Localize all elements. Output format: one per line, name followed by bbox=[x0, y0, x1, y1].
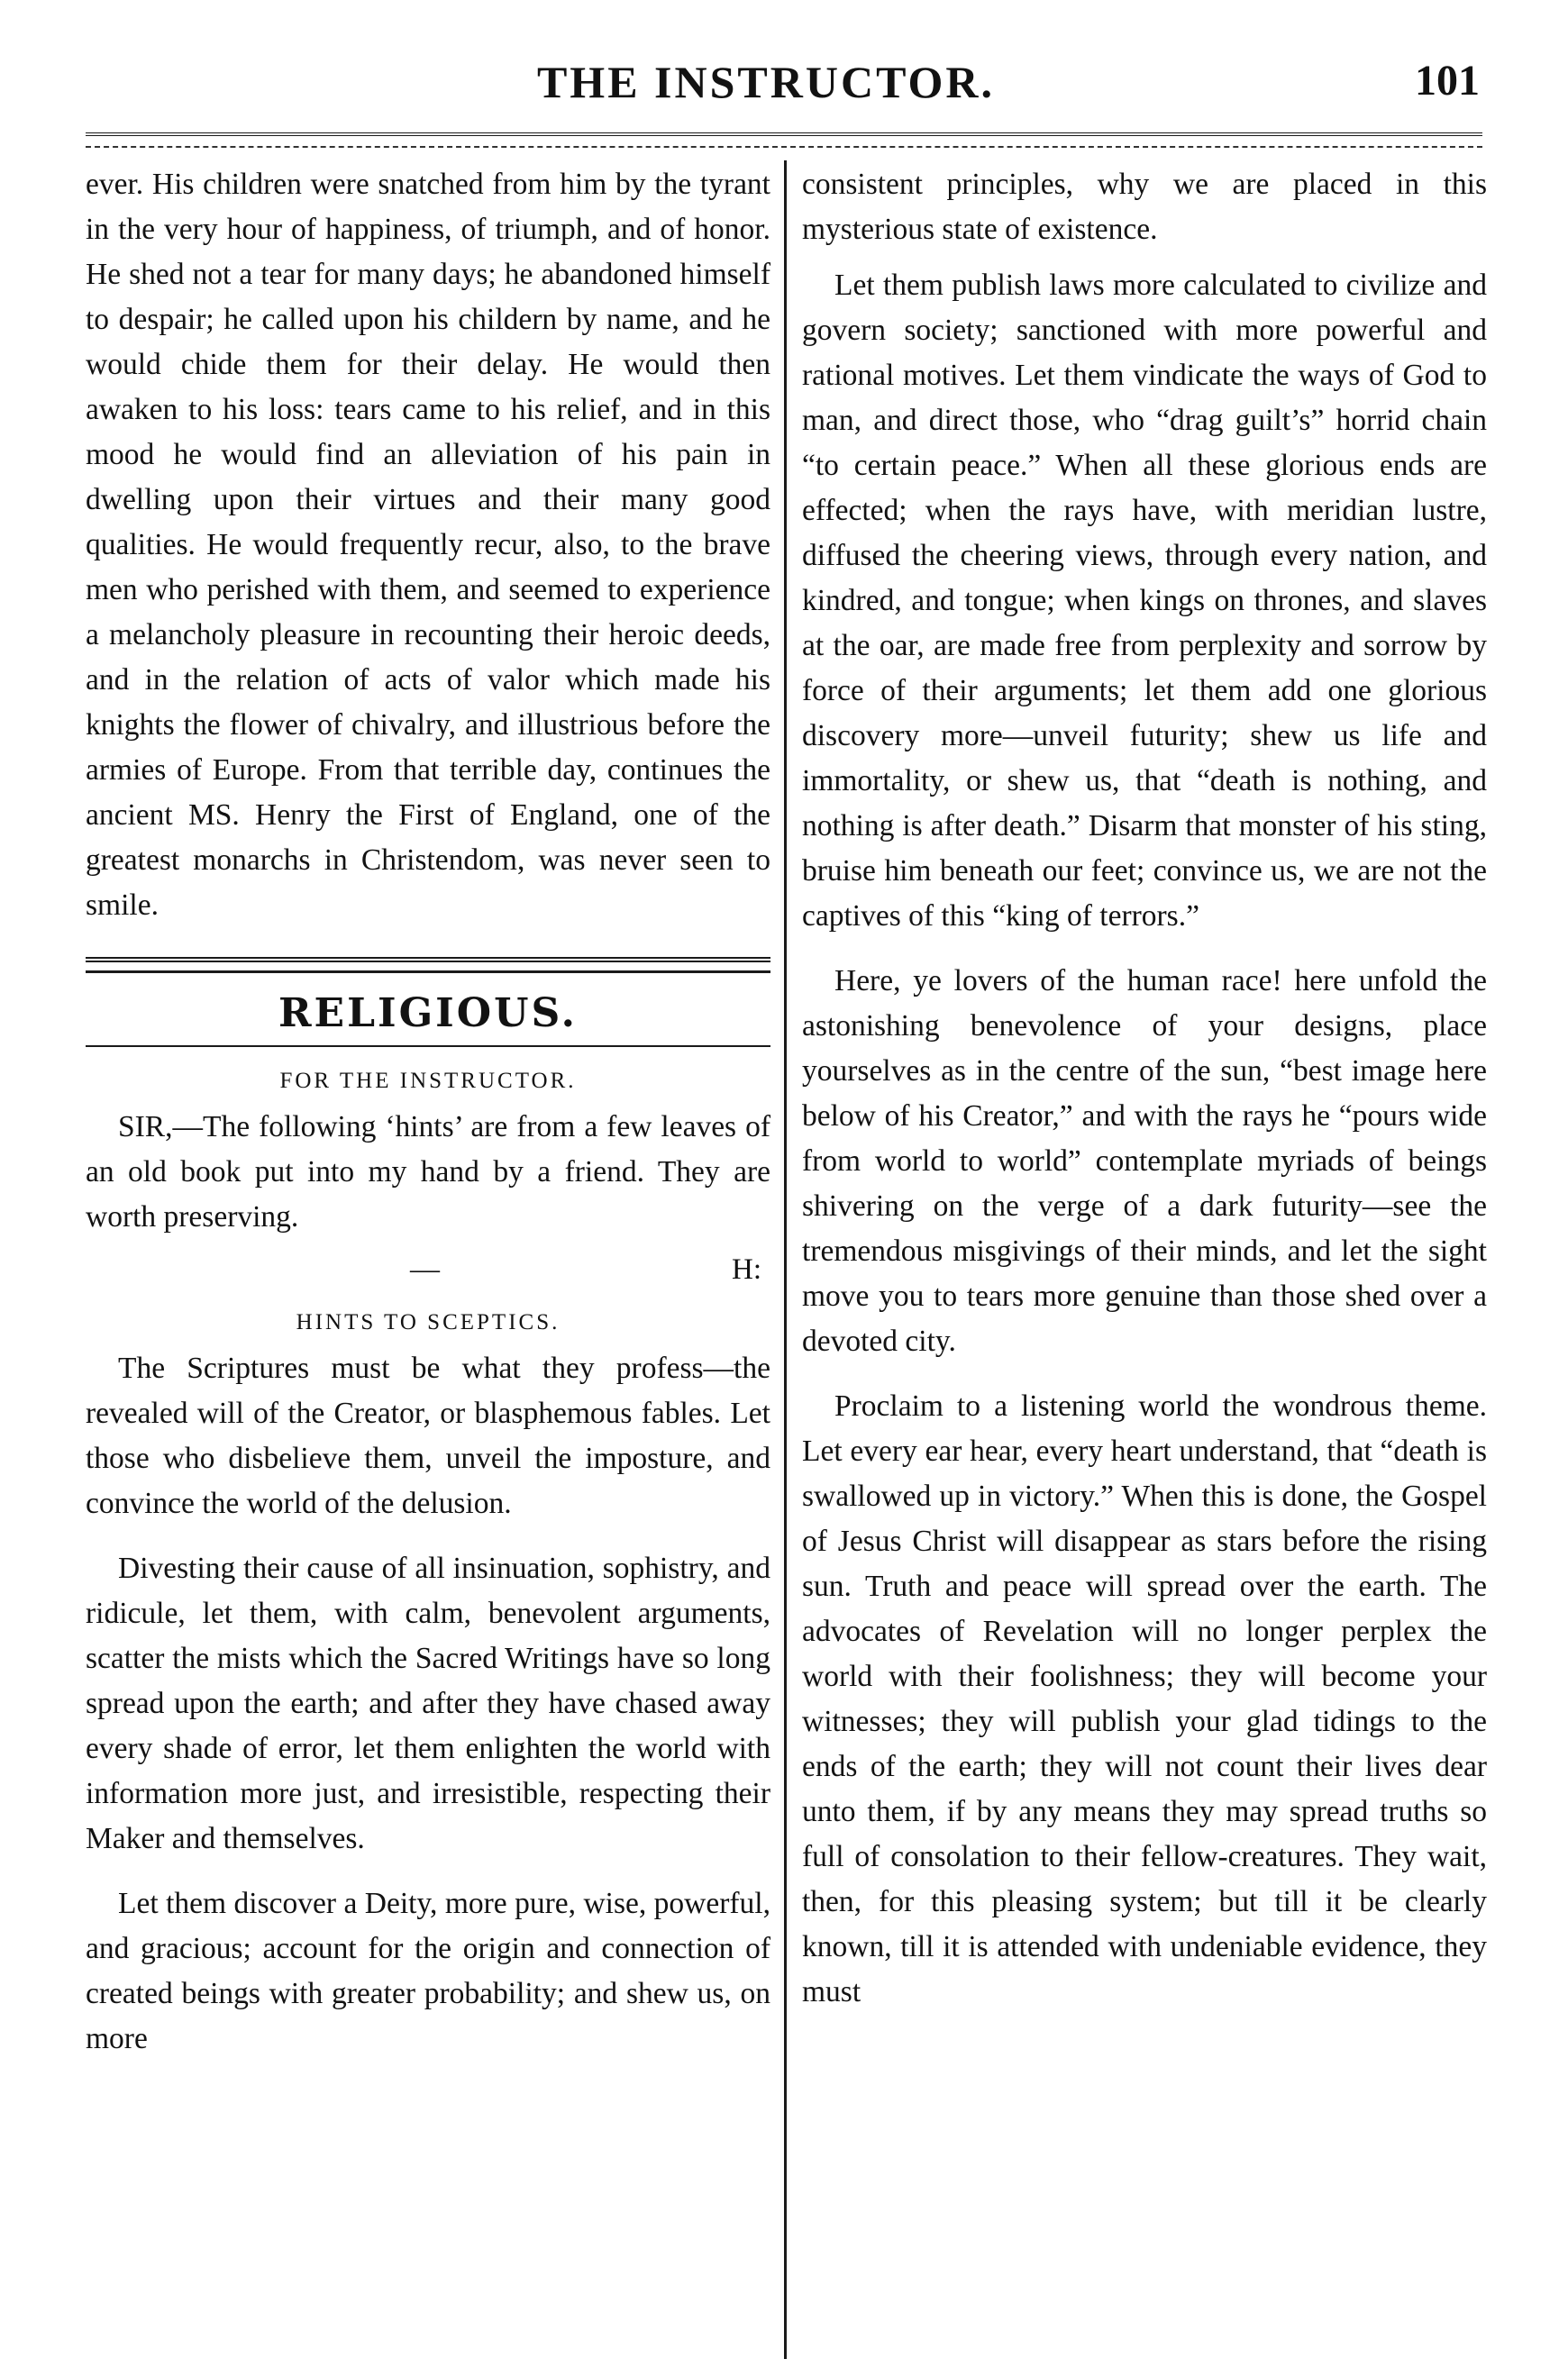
paragraph: The Scriptures must be what they profess—the revealed will of the Creator, or blasphemous fables. Let those who disbelieve them, unveil the imposture, and convince the world of the delusion. bbox=[86, 1352, 770, 1520]
section-rule-bottom bbox=[86, 1045, 770, 1047]
paragraph: consistent principles, why we are placed in this mysterious state of existence. bbox=[802, 168, 1487, 246]
signature-line bbox=[86, 1247, 770, 1292]
header-dashed-rule bbox=[86, 146, 1482, 148]
running-title: THE INSTRUCTOR. bbox=[536, 57, 996, 107]
right-column bbox=[802, 162, 1487, 2015]
header-double-rule bbox=[86, 132, 1482, 140]
signature-dash: — bbox=[410, 1253, 440, 1286]
section-title: RELIGIOUS. bbox=[278, 990, 578, 1036]
page-number: 101 bbox=[1415, 57, 1480, 105]
paragraph: Divesting their cause of all insinuation, sophistry, and ridicule, let them, with calm, benevolent arguments, scatter the mists which the Sacred Writings have so long spread upon the earth; and after they have chased away every shade of error, let them enlighten the world with information more just, and irresistible, respecting their Maker and themselves. bbox=[86, 1552, 770, 1855]
for-line: FOR THE INSTRUCTOR. bbox=[279, 1069, 577, 1093]
signature-initial: H: bbox=[732, 1253, 761, 1286]
column-divider bbox=[784, 160, 787, 2359]
paragraph: Let them publish laws more calculated to civilize and govern society; sanctioned with more powerful and rational motives. Let them vindicate the ways of God to man, and direct those, who “drag guilt’s” horrid chain “to certain peace.” When all these glorious ends are effected; when the rays have, with meridian lustre, diffused the cheering views, through every nation, and kindred, and tongue; when kings on thrones, and slaves at the oar, are made free from perplexity and sorrow by force of their arguments; let them add one glorious discovery more—unveil futurity; shew us life and immortality, or shew us, that “death is nothing, and nothing is after death.” Disarm that monster of his sting, bruise him beneath our feet; convince us, we are not the captives of this “king of terrors.” bbox=[802, 269, 1487, 933]
paragraph: Here, ye lovers of the human race! here unfold the astonishing benevolence of your designs, place yourselves as in the centre of the sun, “best image here below of his Creator,” and with the rays he “pours wide from world to world” contemplate myriads of beings shivering on the verge of a dark futurity—see the tremendous misgivings of their minds, and let the sight move you to tears more genuine than those shed over a devoted city. bbox=[802, 964, 1487, 1358]
hints-heading: HINTS TO SCEPTICS. bbox=[296, 1310, 561, 1334]
opening-paragraph: ever. His children were snatched from him by the tyrant in the very hour of happiness, of triumph, and of honor. He shed not a tear for many days; he abandoned himself to despair; he called upon his childern by name, and he would chide them for their delay. He would then awaken to his loss: tears came to his relief, and in this mood he would find an alleviation of his pain in dwelling upon their virtues and their many good qualities. He would frequently recur, also, to the brave men who perished with them, and seemed to experience a melancholy pleasure in recounting their heroic deeds, and in the relation of acts of valor which made his knights the flower of chivalry, and illustrious before the armies of Europe. From that terrible day, continues the ancient MS. Henry the First of England, one of the greatest monarchs in Christendom, was never seen to smile. bbox=[86, 168, 770, 922]
section-rule-top-thin bbox=[86, 970, 770, 973]
left-column bbox=[86, 162, 770, 2062]
paragraph: Proclaim to a listening world the wondrous theme. Let every ear hear, every heart understand, that “death is swallowed up in victory.” When this is done, the Gospel of Jesus Christ will disappear as stars before the rising sun. Truth and peace will spread over the earth. The advocates of Revelation will no longer perplex the world with their foolishness; they will become your witnesses; they will publish your glad tidings to the ends of the earth; they will not count their lives dear unto them, if by any means they may spread truths so full of consolation to their fellow-creatures. They wait, then, for this pleasing system; but till it be clearly known, till it is attended with undeniable evidence, they must bbox=[802, 1389, 1487, 2008]
paragraph: Let them discover a Deity, more pure, wise, powerful, and gracious; account for the origin and connection of created beings with greater probability; and shew us, on more bbox=[86, 1887, 770, 2055]
letter-intro: SIR,—The following ‘hints’ are from a few leaves of an old book put into my hand by a friend. They are worth preserving. bbox=[86, 1110, 770, 1234]
running-head bbox=[0, 47, 1568, 128]
section-rule-top bbox=[86, 957, 770, 965]
